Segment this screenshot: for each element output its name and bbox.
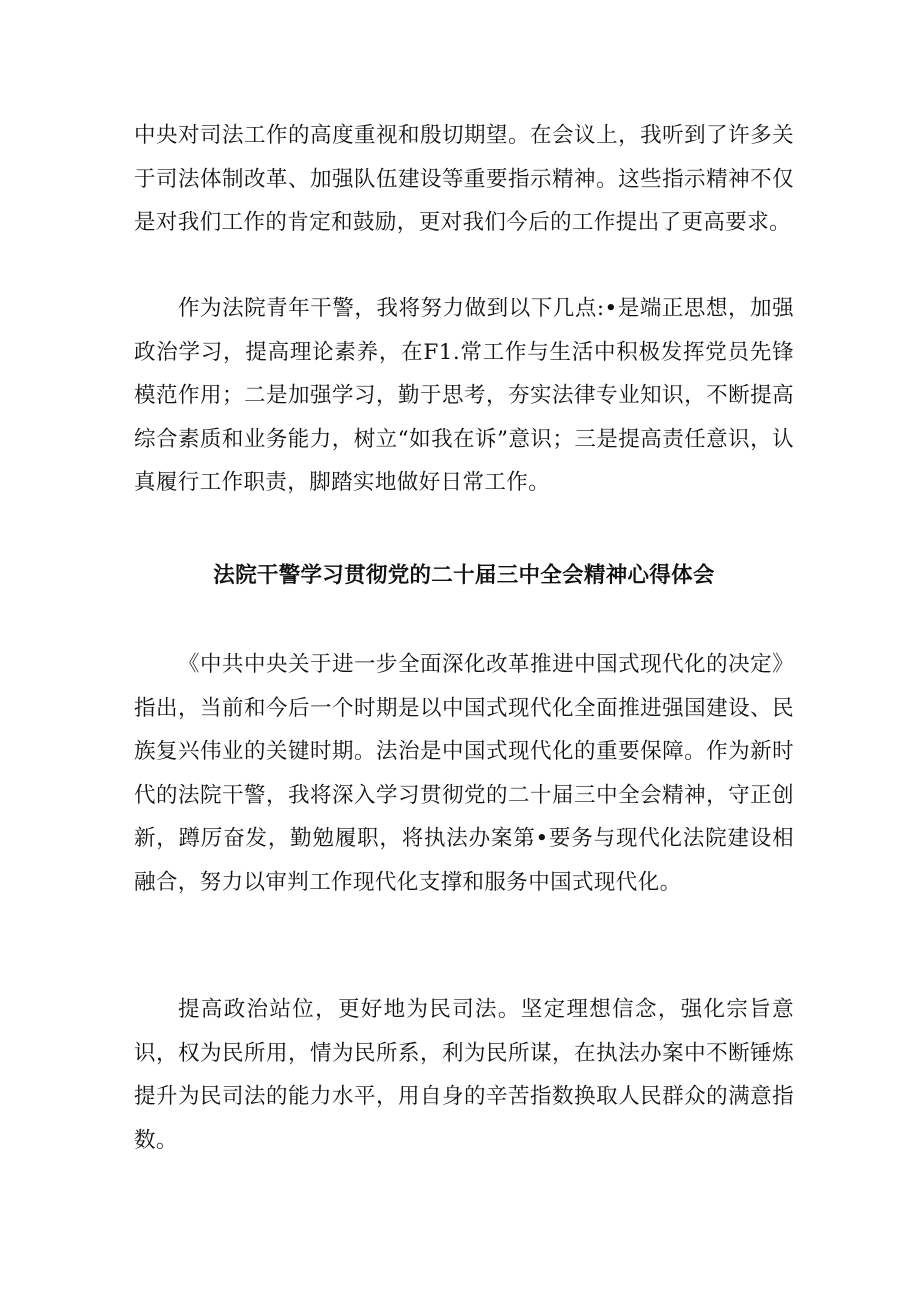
paragraph-continuation: 中央对司法工作的高度重视和殷切期望。在会议上，我听到了许多关于司法体制改革、加强队伍建设等重要指示精神。这些指示精神不仅是对我们工作的肯定和鼓励，更对我们今后的工作提出了更高要求。 xyxy=(134,123,794,235)
paragraph-political-stance: 提高政治站位，更好地为民司法。坚定理想信念，强化宗旨意识，权为民所用，情为民所系，利为民所谋，在执法办案中不断锤炼提升为民司法的能力水平，用自身的辛苦指数换取人民群众的满意指数。 xyxy=(134,997,794,1153)
paragraph-young-officer-goals: 作为法院青年干警，我将努力做到以下几点:•是端正思想，加强政治学习，提高理论素养，在F1.常工作与生活中积极发挥党员先锋模范作用；二是加强学习，勤于思考，夯实法律专业知识，不断提高综合素质和业务能力，树立“如我在诉”意识；三是提高责任意识，认真履行工作职责，脚踏实地做好日常工作。 xyxy=(134,296,794,495)
paragraph-decision-intro: 《中共中央关于进一步全面深化改革推进中国式现代化的决定》指出，当前和今后一个时期是以中国式现代化全面推进强国建设、民族复兴伟业的关键时期。法治是中国式现代化的重要保障。作为新时代的法院干警，我将深入学习贯彻党的二十届三中全会精神，守正创新，蹲厉奋发，勤勉履职，将执法办案第•要务与现代化法院建设相融合，努力以审判工作现代化支撑和服务中国式现代化。 xyxy=(134,652,794,895)
section-title: 法院干警学习贯彻党的二十届三中全会精神心得体会 xyxy=(213,563,715,588)
